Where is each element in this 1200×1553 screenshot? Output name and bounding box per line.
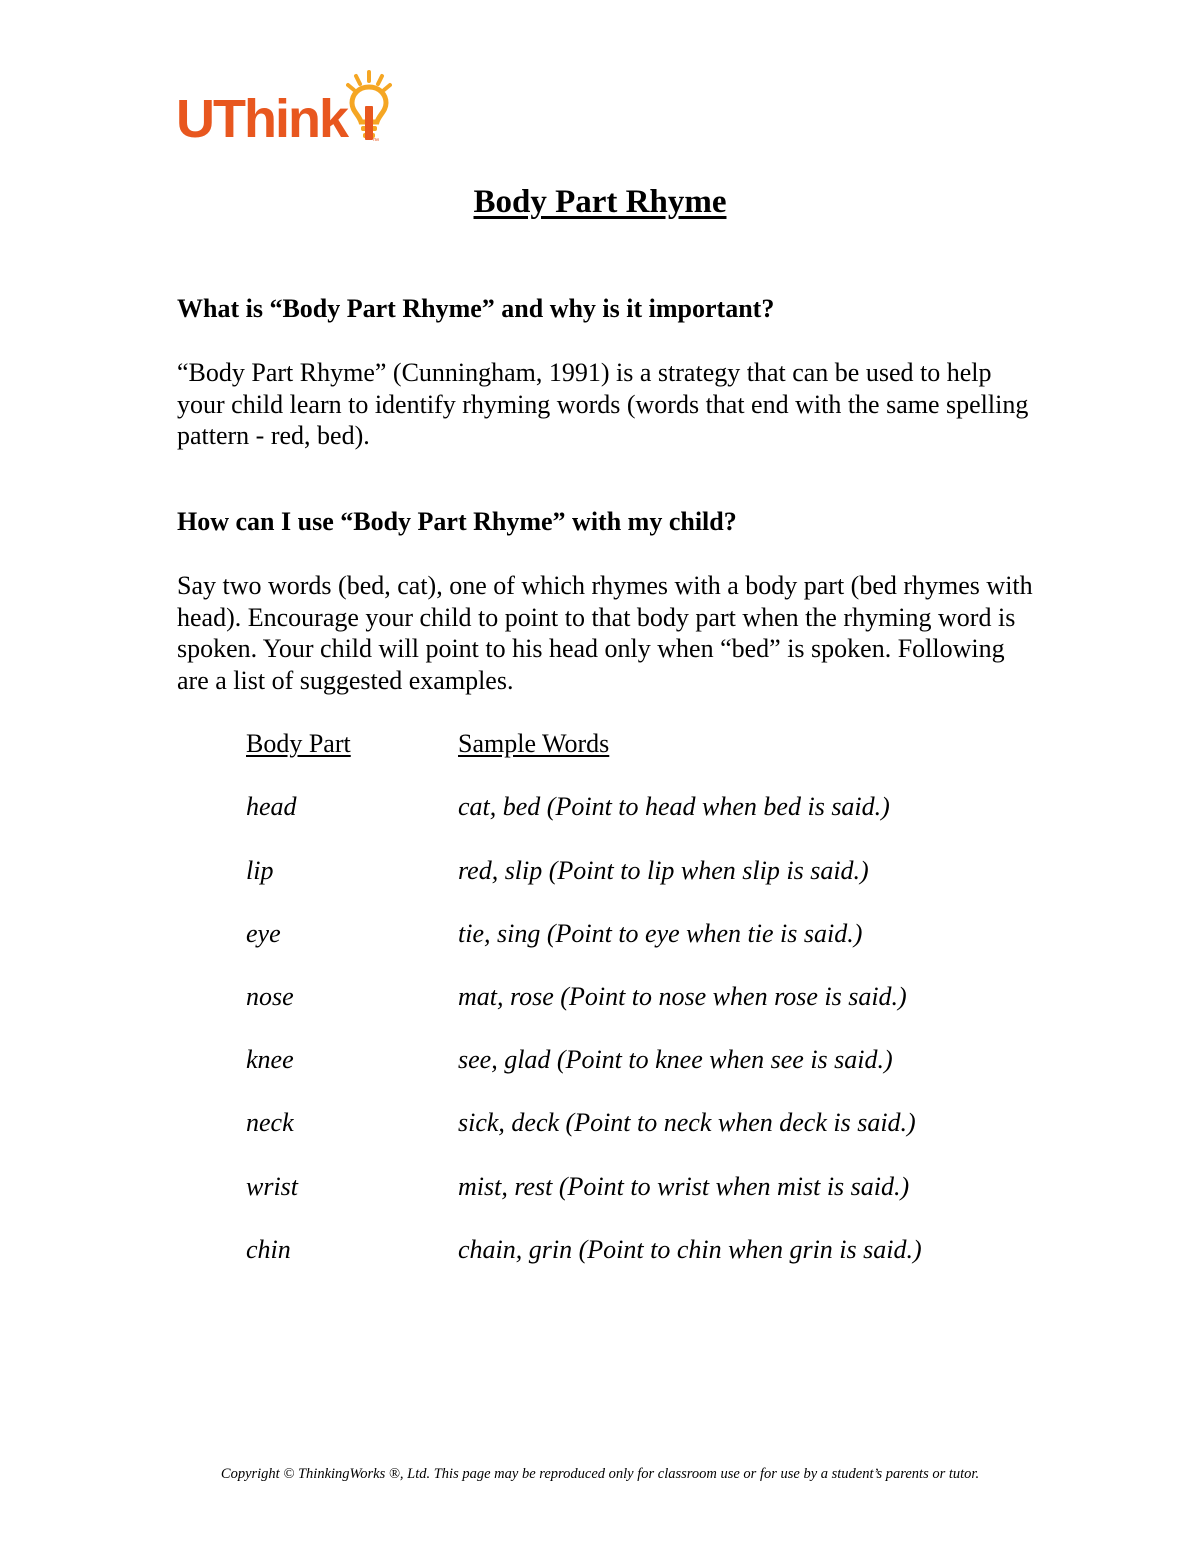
table-row [246, 919, 1046, 951]
sample-words-cell: sick, deck (Point to neck when deck is said.) [458, 1108, 916, 1137]
body-part-cell: neck [246, 1108, 294, 1137]
page-title: Body Part Rhyme [473, 184, 727, 220]
table-row [246, 1108, 1046, 1140]
section-body-what: “Body Part Rhyme” (Cunningham, 1991) is a strategy that can be used to help your child learn to identify rhyming words (words that end with the same spelling pattern - red, bed). [177, 358, 1029, 450]
body-part-cell: eye [246, 919, 281, 948]
table-row [246, 982, 1046, 1014]
table-row [246, 792, 1046, 824]
body-part-cell: head [246, 792, 297, 821]
sample-words-cell: see, glad (Point to knee when see is said.) [458, 1045, 893, 1074]
uthink-logo [176, 70, 391, 150]
table-row [246, 1235, 1046, 1267]
table-row [246, 856, 1046, 888]
sample-words-cell: red, slip (Point to lip when slip is said.) [458, 856, 869, 885]
column-header-sample-words: Sample Words [458, 729, 610, 758]
table-row [246, 1045, 1046, 1077]
logo-word-think: Think [213, 89, 347, 149]
sample-words-cell: cat, bed (Point to head when bed is said.) [458, 792, 890, 821]
sample-words-cell: mat, rose (Point to nose when rose is said.) [458, 982, 907, 1011]
body-part-cell: wrist [246, 1172, 299, 1201]
lightbulb-icon [346, 70, 392, 148]
logo-wordmark [176, 89, 347, 149]
logo-letter-u: U [176, 89, 213, 149]
sample-words-cell: mist, rest (Point to wrist when mist is said.) [458, 1172, 910, 1201]
sample-words-cell: chain, grin (Point to chin when grin is said.) [458, 1235, 922, 1264]
section-heading-what: What is “Body Part Rhyme” and why is it important? [177, 294, 775, 323]
section-heading-how: How can I use “Body Part Rhyme” with my child? [177, 507, 737, 536]
column-header-body-part: Body Part [246, 729, 351, 758]
trademark-mark: ™ [372, 138, 379, 145]
copyright-footer: Copyright © ThinkingWorks ®, Ltd. This page may be reproduced only for classroom use or for use by a student’s parents or tutor. [220, 1466, 980, 1482]
sample-words-cell: tie, sing (Point to eye when tie is said.) [458, 919, 863, 948]
body-part-cell: knee [246, 1045, 294, 1074]
body-part-cell: nose [246, 982, 294, 1011]
body-part-cell: lip [246, 856, 274, 885]
section-body-how: Say two words (bed, cat), one of which rhymes with a body part (bed rhymes with head). Encourage your child to point to that body part when the rhyming word is spoken. Your child will point to his head only when “bed” is spoken. Following are a list of suggested examples. [177, 571, 1033, 695]
table-row [246, 1172, 1046, 1204]
body-part-cell: chin [246, 1235, 291, 1264]
